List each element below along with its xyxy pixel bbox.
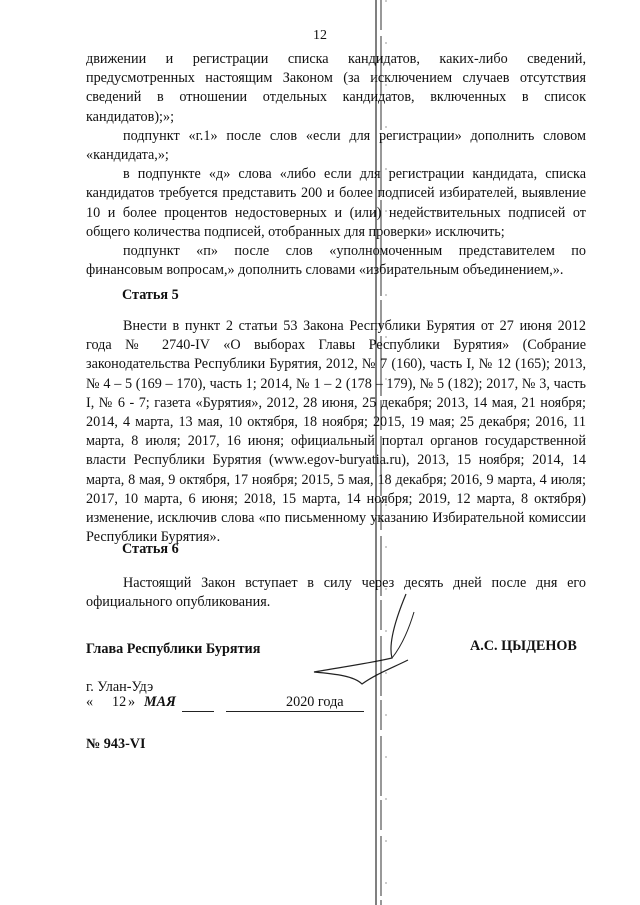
article-5-text: Внести в пункт 2 статьи 53 Закона Республики Бурятия от 27 июня 2012 года № 2740-IV «О выборах Главы Республики Бурятия» (Собрание законодательства Республики Бурятия, 2012, № 7 (160), часть I, № 12 (165); 2013, № 4 – 5 (169 – 170), часть 1; 2014, № 1 – 2 (178 – 179), № 5 (182); 2017, № 3, часть I, № 6 - 7; газета «Бурятия», 2012, 28 июня, 25 декабря; 2013, 14 мая, 21 ноября; 2014, 4 марта, 13 мая, 10 октября, 18 ноября; 2015, 19 мая; 25 декабря; 2016, 11 марта, 8 июля; 2017, 16 июня; официальный портал органов государственной власти Республики Бурятия (www.egov-buryatia.ru), 2013, 15 ноября; 2014, 14 марта, 8 мая, 9 октября, 17 ноября; 2015, 5 мая, 18 декабря; 2016, 9 марта, 4 июля; 2017, 10 марта, 6 июня; 2018, 15 марта, 14 ноября; 2019, 12 марта, 8 октября) изменение, исключив слова «по письменному указанию Избирательной комиссии Республики Бурятия». [86, 318, 586, 546]
signatory-name: А.С. ЦЫДЕНОВ [470, 638, 577, 654]
date-month: МАЯ [144, 694, 176, 710]
date-year: 2020 года [286, 694, 344, 710]
article-5-heading: Статья 5 [122, 287, 179, 303]
date-day: 12 [112, 694, 127, 710]
paragraph-4: подпункт «п» после слов «уполномоченным представителем по финансовым вопросам,» дополнить словами «избирательным объединением,». [86, 243, 586, 279]
signatory-title: Глава Республики Бурятия [86, 641, 261, 657]
month-underline [226, 711, 364, 712]
paragraph-3: в подпункте «д» слова «либо если для регистрации кандидата, списка кандидатов требуется представить 200 и более подписей избирателей, выявление 10 и более процентов недостоверных и (или) недействительных подписей от общего количества подписей, отобранных для проверки» исключить; [86, 166, 586, 240]
date-close-quote: » [128, 694, 136, 710]
date-line [86, 694, 386, 714]
article-6-heading: Статья 6 [122, 541, 179, 557]
day-underline [182, 711, 214, 712]
article-5-body [86, 317, 586, 547]
page-number: 12 [313, 28, 327, 43]
paragraph-1: движении и регистрации списка кандидатов, каких-либо сведений, предусмотренных настоящим Законом (за исключением случаев отсутствия сведений в отношении отдельных кандидатов, включенных в список кандидатов);»; [86, 51, 586, 125]
binding-marks [372, 0, 392, 905]
date-open-quote: « [86, 694, 94, 710]
handwritten-signature [296, 588, 426, 698]
city: г. Улан-Удэ [86, 679, 154, 695]
amendments-text [86, 50, 586, 280]
paragraph-2: подпункт «г.1» после слов «если для регистрации» дополнить словом «кандидата,»; [86, 127, 586, 164]
article-6-text: Настоящий Закон вступает в силу через десять дней после дня его официального опубликования. [86, 575, 586, 611]
law-number: № 943-VI [86, 736, 146, 752]
